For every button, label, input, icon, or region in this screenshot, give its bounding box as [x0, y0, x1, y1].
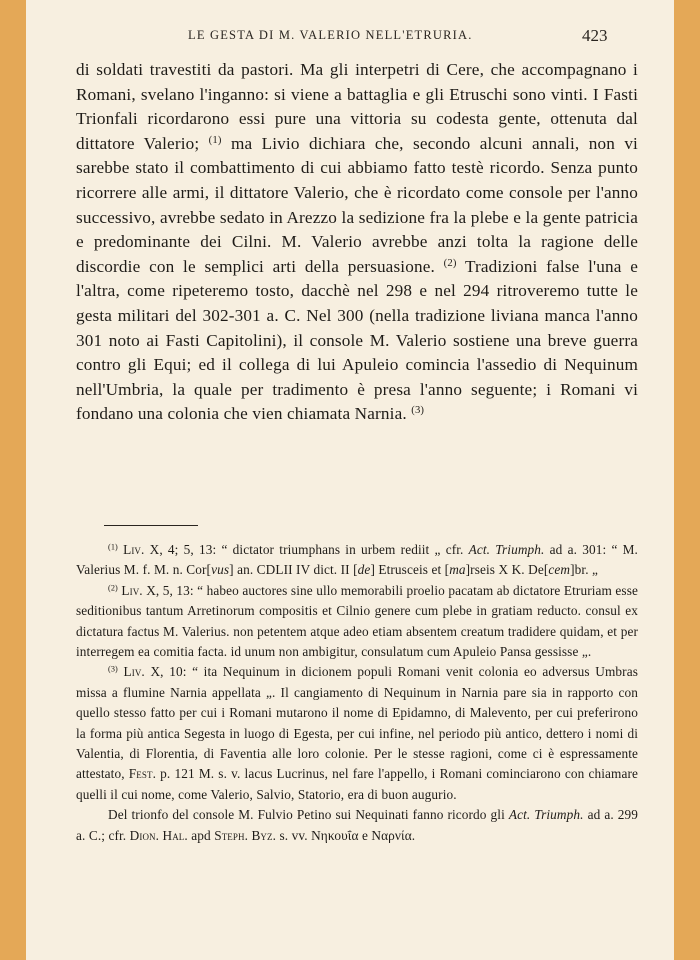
citation-work: Act. Triumph. [468, 542, 545, 557]
footnote-ref[interactable]: (2) [443, 257, 457, 269]
footnote-text: ] Etrusceis et [ [370, 562, 450, 578]
citation-author: Fest. [128, 766, 157, 782]
emendation: vus [211, 562, 230, 578]
footnote-4 [76, 805, 638, 846]
text-line: Apuleio comincia l'assedio di Nequinum nell'Umbria, la quale per [76, 355, 639, 399]
greek-names: Νηκουΐα e Ναρνία. [311, 827, 416, 843]
footnote-text: ] an. CDLII IV dict. II [ [229, 562, 358, 578]
text-line: il combattimento di cui abbiamo fatto testè ricordo. Senza punto [174, 158, 638, 178]
text-line: gli Etruschi sono vinti. I Fasti Trionfali ricordarono essi pure [76, 84, 638, 129]
citation-author: Steph. Byz. [214, 827, 277, 843]
text-line: di soldati travestiti da pastori. Ma gli interpetri di Cere, che ac [76, 60, 538, 79]
citation-author: Liv. [123, 664, 145, 680]
footnote-text: ad a. 301: “ M. Valerius M. f. M. n. Cor[ [76, 542, 638, 578]
footnote-1 [76, 540, 638, 581]
text-line: gesta militari del 302-301 a. C. Nel 300 (nella tradizione liviana [76, 305, 539, 325]
text-line: arti della persuasione. [272, 256, 435, 276]
main-paragraph [76, 58, 638, 427]
footnote-text: ]br. „ [570, 562, 599, 578]
text-line: sole per l'anno successivo, avrebbe sedato in Arezzo la sedizione [76, 182, 638, 227]
text-line: sostiene una breve guerra contro gli Equi; ed il collega di lui [76, 330, 638, 375]
citation-work: Act. Triumph. [508, 807, 584, 823]
citation-author: Liv. [123, 542, 145, 557]
text-line: lerio avrebbe anzi tolta la ragione delle discordie con le semplici [76, 232, 638, 276]
footnote-marker: (3) [108, 664, 118, 674]
emendation: ma [449, 562, 466, 578]
footnote-text: Del trionfo del console M. Fulvio Petino sui Nequinati fanno ricordo gli [108, 807, 505, 823]
text-line: fra la plebe e la gente patricia e predominante dei Cilni. M. Va [76, 207, 638, 252]
footnote-text: X, 5, 13: “ habeo auctores sine ullo memorabili proelio pacatam ab dictatore Etruriam esse seditionibus tantum Arretinorum compositis et Cilnio genere cum plebe in gratiam reducto. consul ex dictatura factus M. Valerius. non petentem atque adeo etiam absentem creatum tradidere quidam, et per interregem ea comitia facta. id unum non ambigitur, consulatum cum Apuleio Pansa gessisse „. [76, 582, 638, 660]
footnote-2 [76, 581, 638, 663]
emendation: cem [548, 562, 571, 578]
footnote-text: p. 121 M. s. v. lacus Lucrinus, nel fare l'appello, i Romani cominciarono con chiamare quelli il cui nome, come Valerio, Salvio, Statorio, era di buon augurio. [76, 766, 638, 802]
footnote-text: s. vv. [279, 827, 308, 843]
text-line: tradimento è presa l'anno seguente; i Romani vi fondano una co [76, 379, 638, 424]
footnote-ref[interactable]: (3) [411, 405, 425, 417]
citation-author: Dion. Hal. [129, 827, 188, 843]
citation-author: Liv. [121, 582, 143, 598]
footnote-3 [76, 662, 638, 805]
footnote-text: ad a. 299 a. C.; cfr. [76, 807, 638, 843]
footnote-text: ]rseis X K. De[ [465, 562, 549, 578]
footnote-text: X, 4; 5, 13: “ dictator triumphans in urbem rediit „ cfr. [149, 542, 464, 557]
text-line: lonia che vien chiamata Narnia. [184, 404, 407, 424]
text-line: una vittoria su codesta gente, ottenuta dal dittatore Valerio; [76, 109, 638, 153]
text-line: compagnano i Romani, svelano l'inganno: si viene a battaglia e [76, 60, 638, 104]
main-text [76, 58, 638, 427]
text-line: ma Livio dichiara che, secondo alcuni annali, non vi sarebbe stato [76, 133, 638, 178]
footnote-text: X, 10: “ ita Nequinum in dicionem populi Romani venit colonia eo adversus Umbras missa a flumine Narnia appellata „. Il cangiamento di Nequinum in Narnia pare sia in rapporto con quello stesso fatto per cui i Romani mutarono il nome di Epidamno, di Malevento, per cui preferirono la forma più antica Segesta in luogo di Egesta, per cui infine, nel periodo più antico, dettero i nomi di Valentia, di Florentia, di Faventia alle loro colonie. Per le stesse ragioni, come ci è espressamente attestato, [76, 664, 638, 782]
text-line: peteremo tosto, dacchè nel 298 e nel 294 ritroveremo tutte le [183, 281, 638, 301]
footnote-ref[interactable]: (1) [208, 134, 222, 146]
text-line: ricorrere alle armi, il dittatore Valerio, che è ricordato come con [76, 182, 535, 202]
footnote-text: apd [191, 827, 211, 843]
footnotes [76, 540, 638, 846]
book-page [26, 0, 674, 960]
running-title: LE GESTA DI M. VALERIO NELL'ETRURIA. [188, 28, 473, 42]
page-number: 423 [582, 26, 608, 45]
footnote-marker: (1) [108, 542, 118, 552]
page-header [26, 26, 674, 46]
text-line: manca l'anno 301 noto ai Fasti Capitolini), il console M. Valerio [76, 305, 638, 350]
footnote-divider [104, 525, 198, 526]
footnote-marker: (2) [108, 583, 118, 593]
text-line: Tradizioni false l'una e l'altra, come ri [76, 256, 638, 301]
emendation: de [357, 562, 371, 578]
